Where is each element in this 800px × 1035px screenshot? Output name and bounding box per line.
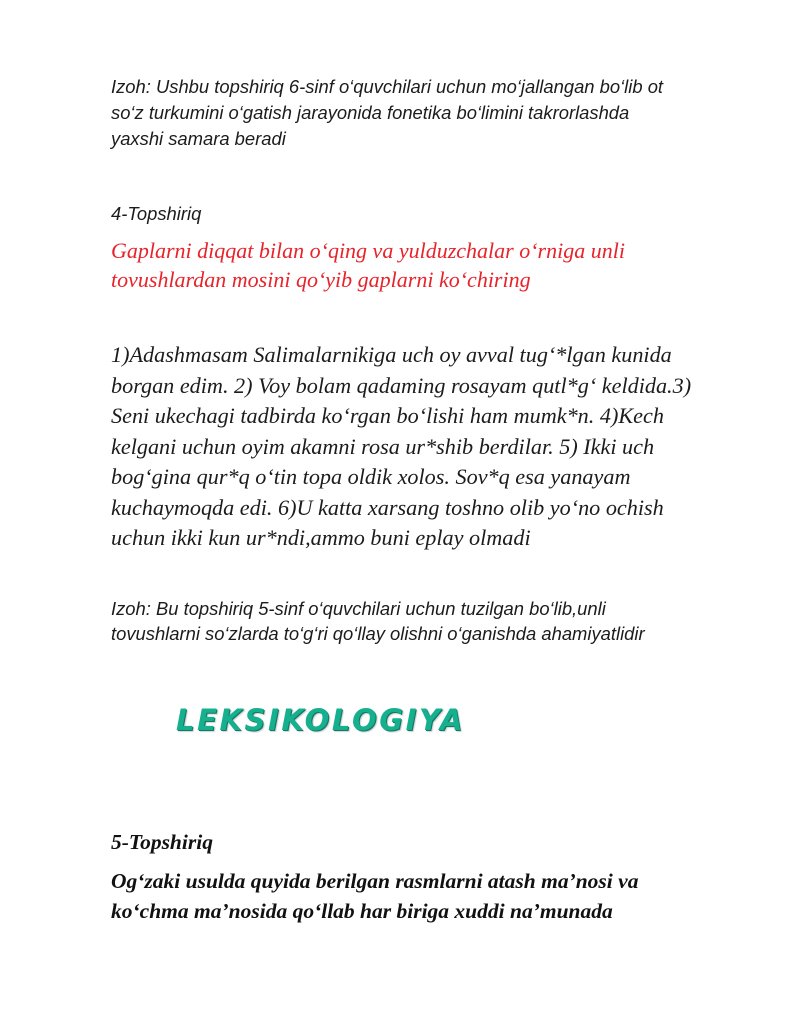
task-4-exercise-text: [111, 340, 771, 554]
task-4-text-line-7: uchun ikki kun ur*ndi,ammo buni eplay olmadi: [111, 525, 531, 550]
task-4-text-line-4: kelgani uchun oyim akamni rosa ur*shib berdilar. 5) Ikki uch: [111, 433, 655, 459]
note-2-line-1: Izoh: Bu topshiriq 5-sinf o‘quvchilari uchun tuzilgan bo‘lib,unli: [111, 598, 606, 619]
task-4-instruction-line-2: tovushlardan mosini qo‘yib gaplarni ko‘chiring: [111, 267, 531, 292]
task-5-instruction: [111, 866, 771, 926]
task-4-text-line-2: borgan edim. 2) Voy bolam qadaming rosayam qutl*g‘ keldida.3): [111, 372, 692, 398]
task-4-instruction: [111, 236, 751, 294]
task-4-text-line-5: bog‘gina qur*q o‘tin topa oldik xolos. Sov*q esa yanayam: [111, 464, 631, 489]
note-2-line-2: tovushlarni so‘zlarda to‘g‘ri qo‘llay olishni o‘ganishda ahamiyatlidir: [111, 623, 645, 644]
note-1-line-3: yaxshi samara beradi: [111, 128, 286, 149]
section-heading-wordart: LEKSIKOLOGIYA: [176, 703, 465, 737]
task-4-instruction-line-1: Gaplarni diqqat bilan o‘qing va yulduzchalar o‘rniga unli: [111, 238, 625, 263]
note-paragraph-2: [111, 596, 771, 646]
task-5-text-line-2: ko‘chma ma’nosida qo‘llab har biriga xuddi na’munada: [111, 899, 613, 923]
note-1-line-2: so‘z turkumini o‘gatish jarayonida fonetika bo‘limini takrorlashda: [111, 102, 630, 123]
note-paragraph-1: [111, 74, 761, 152]
task-5-title: 5-Topshiriq: [111, 830, 213, 854]
task-4-title: 4-Topshiriq: [111, 203, 202, 224]
note-1-line-1: Izoh: Ushbu topshiriq 6-sinf o‘quvchilari uchun mo‘jallangan bo‘lib ot: [111, 76, 664, 97]
task-4-text-line-6: kuchaymoqda edi. 6)U katta xarsang toshno olib yo‘no ochish: [111, 494, 664, 520]
task-5-text-line-1: Og‘zaki usulda quyida berilgan rasmlarni atash ma’nosi va: [111, 869, 639, 893]
task-4-text-line-1: 1)Adashmasam Salimalarnikiga uch oy avval tug‘*lgan kunida: [111, 342, 672, 367]
task-4-text-line-3: Seni ukechagi tadbirda ko‘rgan bo‘lishi ham mumk*n. 4)Kech: [111, 403, 664, 428]
